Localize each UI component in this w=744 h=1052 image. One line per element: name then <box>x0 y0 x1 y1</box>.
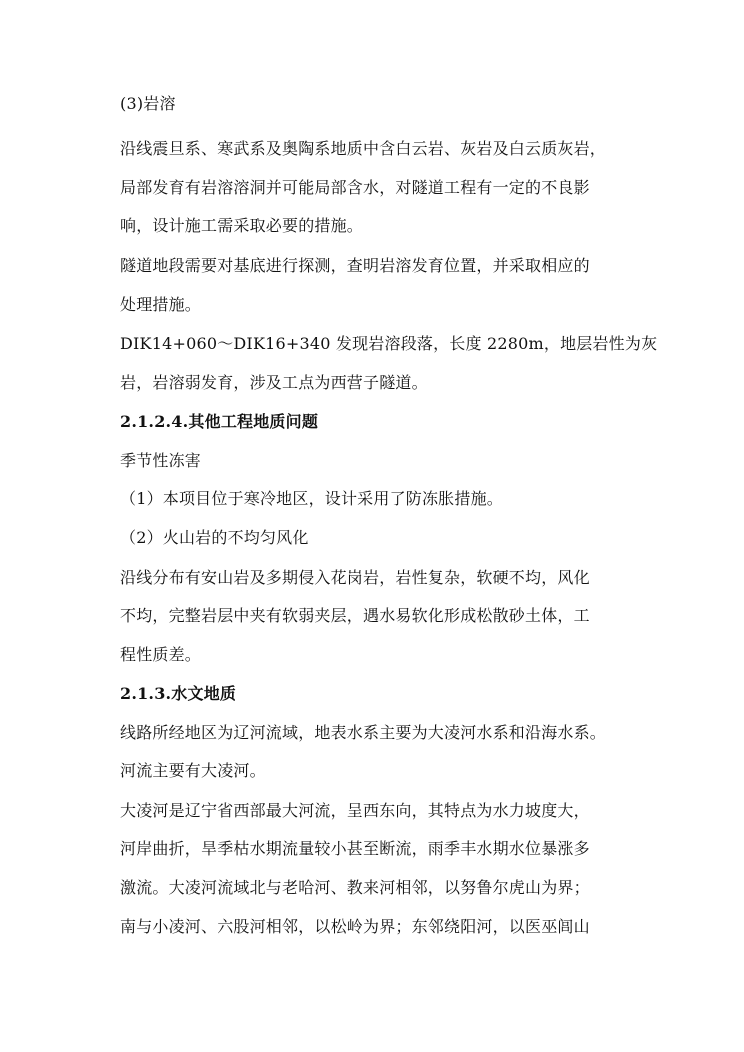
hydrology-paragraph-line-2: 河流主要有大凌河。 <box>120 761 266 780</box>
heading-2-1-3: 2.1.3.水文地质 <box>120 684 237 703</box>
karst-paragraph-2-line-1: 隧道地段需要对基底进行探测，查明岩溶发育位置，并采取相应的 <box>120 256 590 275</box>
daling-river-paragraph-line-4: 南与小凌河、六股河相邻，以松岭为界；东邻绕阳河，以医巫闾山 <box>120 917 590 936</box>
heading-2-1-2-4: 2.1.2.4.其他工程地质问题 <box>120 412 319 431</box>
karst-paragraph-2-line-2: 处理措施。 <box>120 295 202 314</box>
karst-paragraph-1-line-3: 响，设计施工需采取必要的措施。 <box>120 216 364 235</box>
karst-paragraph-1-line-2: 局部发育有岩溶溶洞并可能局部含水，对隧道工程有一定的不良影 <box>120 178 590 197</box>
hydrology-paragraph-line-1: 线路所经地区为辽河流域，地表水系主要为大凌河水系和沿海水系。 <box>120 723 607 742</box>
daling-river-paragraph-line-1: 大凌河是辽宁省西部最大河流，呈西东向，其特点为水力坡度大， <box>120 801 590 820</box>
volcanic-paragraph-line-3: 程性质差。 <box>120 645 202 664</box>
karst-paragraph-3-line-2: 岩，岩溶弱发育，涉及工点为西营子隧道。 <box>120 373 428 392</box>
daling-river-paragraph-line-2: 河岸曲折，旱季枯水期流量较小甚至断流，雨季丰水期水位暴涨多 <box>120 839 590 858</box>
frost-item-1: （1）本项目位于寒冷地区，设计采用了防冻胀措施。 <box>120 489 503 508</box>
karst-paragraph-1-line-1: 沿线震旦系、寒武系及奥陶系地质中含白云岩、灰岩及白云质灰岩， <box>120 139 607 158</box>
seasonal-frost-label: 季节性冻害 <box>120 451 202 470</box>
daling-river-paragraph-line-3: 激流。大凌河流域北与老哈河、教来河相邻，以努鲁尔虎山为界； <box>120 878 590 897</box>
karst-section-title: (3)岩溶 <box>120 94 176 113</box>
karst-paragraph-3-line-1: DIK14+060～DIK16+340 发现岩溶段落，长度 2280m，地层岩性为灰 <box>120 334 658 353</box>
volcanic-paragraph-line-1: 沿线分布有安山岩及多期侵入花岗岩，岩性复杂，软硬不均，风化 <box>120 568 590 587</box>
frost-item-2: （2）火山岩的不均匀风化 <box>120 528 309 547</box>
volcanic-paragraph-line-2: 不均，完整岩层中夹有软弱夹层，遇水易软化形成松散砂土体，工 <box>120 606 590 625</box>
